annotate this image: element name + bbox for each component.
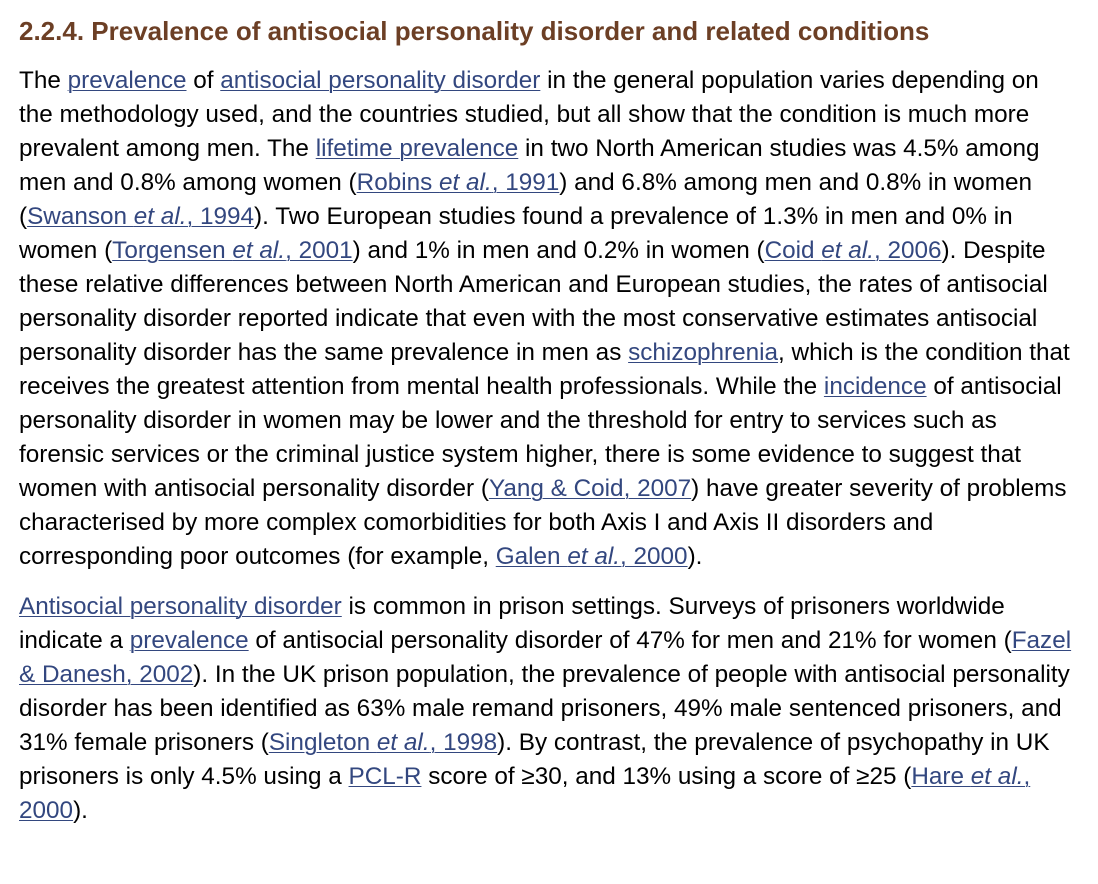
citation-robins-1991[interactable] xyxy=(357,169,560,196)
citation-author: Hare xyxy=(911,763,971,790)
citation-singleton-1998[interactable] xyxy=(269,729,497,756)
citation-et-al: et al. xyxy=(567,543,621,570)
link-incidence[interactable]: incidence xyxy=(823,373,927,400)
citation-year: , 2000 xyxy=(620,543,688,570)
citation-et-al: et al. xyxy=(133,203,187,230)
text-run: ). Two European studies found a prevalence of 1.3% in men and 0% in women ( xyxy=(19,203,1013,264)
citation-author: Swanson xyxy=(27,203,134,230)
link-pcl-r[interactable]: PCL-R xyxy=(348,763,422,790)
citation-year: , 2000 xyxy=(19,763,1031,824)
citation-year: , 1998 xyxy=(429,729,498,756)
text-run: of xyxy=(186,67,221,94)
link-schizophrenia[interactable]: schizophrenia xyxy=(628,339,779,366)
citation-et-al: et al. xyxy=(439,169,492,196)
link-antisocial-personality-disorder[interactable]: Antisocial personality disorder xyxy=(19,593,342,620)
text-run: ). In the UK prison population, the prevalence of people with antisocial personality disorder has been identified as 63% male remand prisoners, 49% male sentenced prisoners, and 31% female prisoners ( xyxy=(19,661,1070,756)
text-run: ) and 1% in men and 0.2% in women ( xyxy=(352,237,765,264)
text-run: in the general population varies depending on the methodology used, and the countries studied, but all show that the condition is much more prevalent among men. The xyxy=(19,67,1039,162)
citation-torgensen-2001[interactable] xyxy=(112,237,352,264)
citation-year: , 2001 xyxy=(285,237,353,264)
citation-et-al: et al. xyxy=(821,237,874,264)
citation-et-al: et al. xyxy=(376,729,430,756)
text-run: ). xyxy=(73,797,88,824)
text-run: ). xyxy=(687,543,703,570)
link-antisocial-personality-disorder[interactable]: antisocial personality disorder xyxy=(220,67,541,94)
citation-author: Coid xyxy=(764,237,822,264)
citation-fazel-danesh-2002[interactable]: Fazel & Danesh, 2002 xyxy=(19,627,1072,688)
text-run: of antisocial personality disorder of 47% for men and 21% for women ( xyxy=(248,627,1012,654)
citation-coid-2006[interactable] xyxy=(765,237,942,264)
text-run: , which is the condition that receives the greatest attention from mental health professionals. While the xyxy=(19,339,1070,400)
citation-swanson-1994[interactable] xyxy=(27,203,254,230)
text-run: of antisocial personality disorder in women may be lower and the threshold for entry to services such as forensic services or the criminal justice system higher, there is some evidence to suggest that women with antisocial personality disorder ( xyxy=(19,373,1062,502)
citation-author: Robins xyxy=(356,169,440,196)
text-run: is common in prison settings. Surveys of prisoners worldwide indicate a xyxy=(19,593,1005,654)
citation-et-al: et al. xyxy=(970,763,1024,790)
citation-year: , 1994 xyxy=(186,203,255,230)
citation-year: , 1991 xyxy=(491,169,560,196)
citation-yang-coid-2007[interactable]: Yang & Coid, 2007 xyxy=(488,475,692,502)
citation-galen-2000[interactable] xyxy=(496,543,688,570)
citation-et-al: et al. xyxy=(232,237,286,264)
paragraph-prevalence-general xyxy=(19,64,1079,574)
section-heading: 2.2.4. Prevalence of antisocial personality disorder and related conditions xyxy=(19,16,930,46)
link-prevalence[interactable]: prevalence xyxy=(129,627,249,654)
text-run: The xyxy=(19,67,68,94)
text-run: score of ≥30, and 13% using a score of ≥25 ( xyxy=(421,763,912,790)
text-run: ). By contrast, the prevalence of psychopathy in UK prisoners is only 4.5% using a xyxy=(19,729,1050,790)
paragraph-prevalence-prisons xyxy=(19,590,1079,828)
citation-author: Torgensen xyxy=(112,237,233,264)
citation-year: , 2006 xyxy=(873,237,942,264)
link-lifetime-prevalence[interactable]: lifetime prevalence xyxy=(315,135,519,162)
text-run: ). Despite these relative differences between North American and European studies, the rates of antisocial personality disorder reported indicate that even with the most conservative estimates antisocial personality disorder has the same prevalence in men as xyxy=(19,237,1048,366)
text-run: in two North American studies was 4.5% among men and 0.8% among women ( xyxy=(19,135,1040,196)
text-run: ) have greater severity of problems characterised by more complex comorbidities for both Axis I and Axis II disorders and corresponding poor outcomes (for example, xyxy=(19,475,1067,570)
citation-author: Galen xyxy=(495,543,568,570)
citation-author: Singleton xyxy=(268,729,377,756)
link-prevalence[interactable]: prevalence xyxy=(67,67,187,94)
text-run: ) and 6.8% among men and 0.8% in women ( xyxy=(19,169,1033,230)
